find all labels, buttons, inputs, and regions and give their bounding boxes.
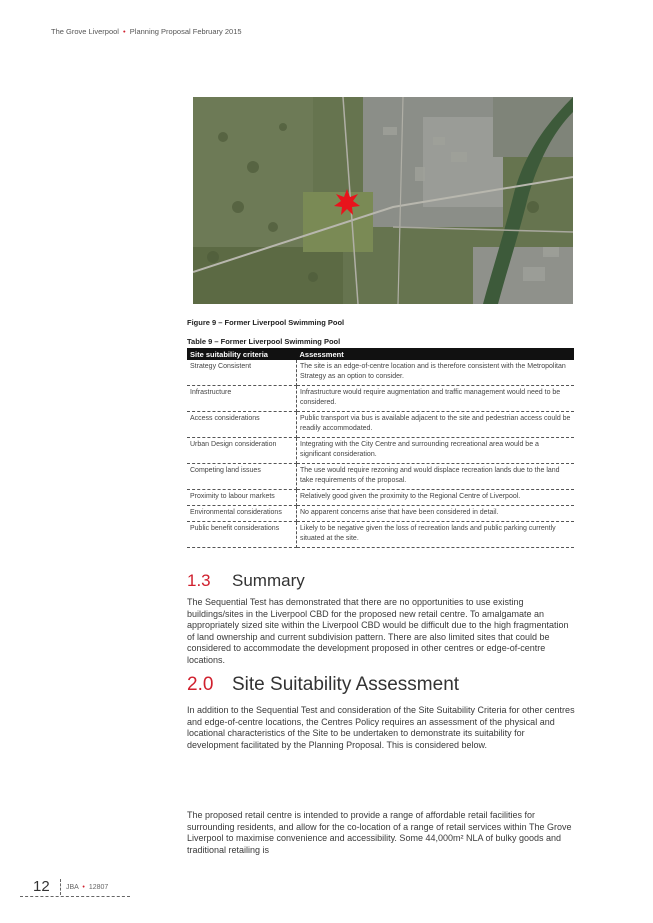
site-suitability-heading	[187, 674, 459, 696]
footer-reference	[66, 884, 108, 891]
assessment-cell: Public transport via bus is available adjacent to the site and pedestrian access could be readily accommodated.	[297, 412, 575, 438]
assessment-cell: The site is an edge-of-centre location and is therefore consistent with the Metropolitan Strategy as an option to consider.	[297, 360, 575, 386]
footer-rule	[20, 896, 130, 897]
header-separator: •	[123, 27, 126, 36]
criteria-cell: Proximity to labour markets	[187, 490, 297, 506]
section-title: Summary	[232, 571, 305, 590]
table-row	[187, 360, 574, 386]
table-row	[187, 386, 574, 412]
assessment-table	[187, 348, 574, 548]
assessment-cell: Integrating with the City Centre and surrounding recreational area would be a significant consideration.	[297, 438, 575, 464]
doc-title: The Grove Liverpool	[51, 27, 119, 36]
page-footer	[20, 878, 130, 898]
doc-subtitle: Planning Proposal	[129, 27, 191, 36]
table-row	[187, 464, 574, 490]
table-header-row	[187, 348, 574, 360]
table-row	[187, 438, 574, 464]
footer-org: JBA	[66, 884, 79, 891]
criteria-cell: Strategy Consistent	[187, 360, 297, 386]
criteria-cell: Environmental considerations	[187, 506, 297, 522]
assessment-cell: Likely to be negative given the loss of recreation lands and public parking currently situated at the site.	[297, 522, 575, 548]
summary-heading	[187, 571, 305, 591]
criteria-cell: Access considerations	[187, 412, 297, 438]
summary-paragraph: The Sequential Test has demonstrated that there are no opportunities to use existing buildings/sites in the Liverpool CBD for the proposed new retail centre. To amalgamate an appropriately sized site within the Liverpool CBD would be difficult due to the high fragmentation of land ownership and current subdivision pattern. There are also limited sites that could be considered to accommodate the development proposed in other centres or edge-of-centre locations.	[187, 597, 569, 665]
body-paragraph-1: In addition to the Sequential Test and consideration of the Site Suitability Criteria for other centres and edge-of-centre locations, the Centres Policy requires an assessment of the physical and locational characteristics of the Site to be undertaken to demonstrate its suitability for development facilitated by the Planning Proposal. This is considered below.	[187, 705, 575, 750]
assessment-cell: Infrastructure would require augmentation and traffic management would need to be considered.	[297, 386, 575, 412]
table-row	[187, 506, 574, 522]
assessment-cell: The use would require rezoning and would displace recreation lands due to the land take requirements of the proposal.	[297, 464, 575, 490]
body-paragraph-2: The proposed retail centre is intended to provide a range of affordable retail facilities for surrounding residents, and allow for the co-location of a range of retail services within The Grove Liverpool to maximise convenience and accessibility. Some 44,000m² NLA of bulky goods and traditional retailing is	[187, 810, 572, 855]
footer-separator: •	[82, 884, 85, 891]
page-number: 12	[33, 878, 50, 895]
footer-job-number: 12807	[88, 884, 109, 891]
footer-divider	[60, 879, 61, 895]
table-row	[187, 412, 574, 438]
section-title: Site Suitability Assessment	[232, 674, 460, 695]
table-row	[187, 522, 574, 548]
header-date: February 2015	[192, 27, 242, 36]
table-caption: Table 9 – Former Liverpool Swimming Pool	[187, 337, 341, 346]
figure-caption: Figure 9 – Former Liverpool Swimming Pool	[187, 318, 345, 327]
aerial-map-image	[193, 97, 573, 304]
criteria-cell: Urban Design consideration	[187, 438, 297, 464]
criteria-cell: Competing land issues	[187, 464, 297, 490]
assessment-cell: Relatively good given the proximity to the Regional Centre of Liverpool.	[297, 490, 575, 506]
assessment-cell: No apparent concerns arise that have been considered in detail.	[297, 506, 575, 522]
column-header-criteria: Site suitability criteria	[187, 348, 297, 360]
section-number: 1.3	[187, 571, 211, 590]
column-header-assessment: Assessment	[297, 348, 575, 360]
running-header	[51, 27, 242, 36]
section-number: 2.0	[187, 674, 214, 695]
table-row	[187, 490, 574, 506]
aerial-photo-illustration	[193, 97, 573, 304]
criteria-cell: Public benefit considerations	[187, 522, 297, 548]
criteria-cell: Infrastructure	[187, 386, 297, 412]
